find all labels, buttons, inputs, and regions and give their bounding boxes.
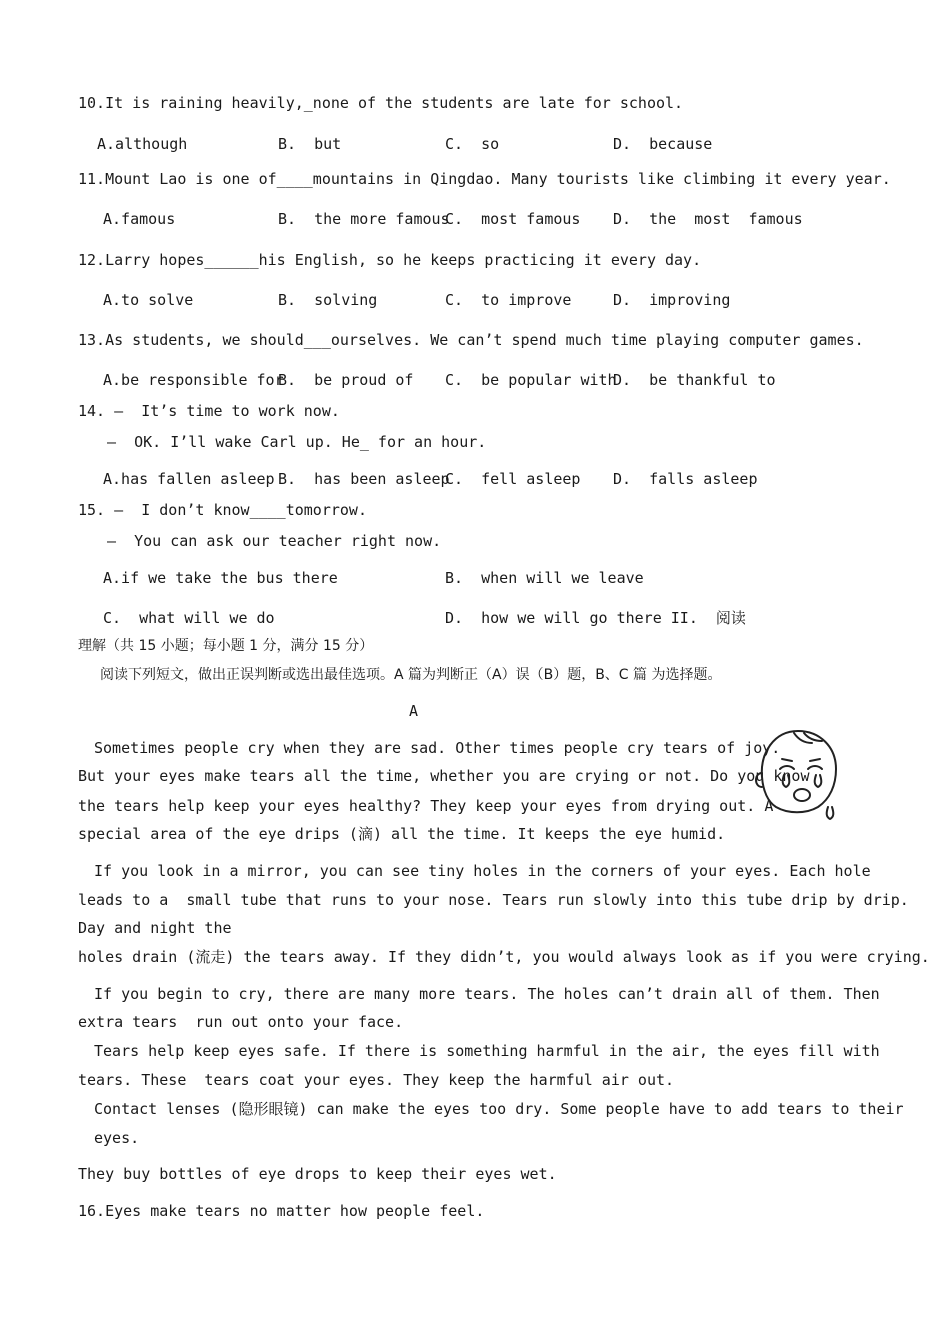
passage-line: tears. These tears coat your eyes. They keep the harmful air out. (78, 1071, 675, 1089)
question-15-option-b: B. when will we leave (445, 569, 644, 587)
question-15-option-a: A.if we take the bus there (103, 569, 338, 587)
question-12-option-a: A.to solve (103, 291, 194, 309)
question-10-option-a: A.although (97, 135, 188, 153)
passage-line: holes drain (流走) the tears away. If they didn’t, you would always look as if you were crying. (78, 948, 930, 966)
question-13-option-c: C. be popular with (445, 371, 617, 389)
question-16-stem: 16.Eyes make tears no matter how people feel. (78, 1202, 485, 1220)
question-11-stem: 11.Mount Lao is one of____mountains in Qingdao. Many tourists like climbing it every year. (78, 170, 891, 188)
section-heading: 理解（共 15 小题；每小题 1 分，满分 15 分） (78, 638, 374, 654)
section-instruction: 阅读下列短文，做出正误判断或选出最佳选项。A 篇为判断正（A）误（B）题，B、C 篇 为选择题。 (100, 667, 722, 683)
passage-line: They buy bottles of eye drops to keep their eyes wet. (78, 1165, 557, 1183)
question-14-line-1: 14. — It’s time to work now. (78, 402, 340, 420)
passage-line: But your eyes make tears all the time, whether you are crying or not. Do you know (78, 767, 810, 785)
question-14-line-2: — OK. I’ll wake Carl up. He_ for an hour. (107, 433, 487, 451)
passage-line: Contact lenses (隐形眼镜) can make the eyes too dry. Some people have to add tears to their (94, 1100, 904, 1118)
question-14-option-c: C. fell asleep (445, 470, 581, 488)
question-14-option-d: D. falls asleep (613, 470, 758, 488)
question-15-line-1: 15. — I don’t know____tomorrow. (78, 501, 367, 519)
passage-line: eyes. (94, 1129, 140, 1147)
passage-line: extra tears run out onto your face. (78, 1013, 404, 1031)
question-10-stem: 10.It is raining heavily,_none of the students are late for school. (78, 94, 684, 112)
question-13-option-d: D. be thankful to (613, 371, 776, 389)
passage-line: leads to a small tube that runs to your nose. Tears run slowly into this tube drip by drip. (78, 891, 909, 909)
question-15-line-2: — You can ask our teacher right now. (107, 532, 442, 550)
question-12-option-c: C. to improve (445, 291, 572, 309)
question-10-option-b: B. but (278, 135, 342, 153)
question-15-option-c: C. what will we do (103, 609, 275, 627)
passage-line: Day and night the (78, 919, 232, 937)
question-12-option-d: D. improving (613, 291, 731, 309)
crying-face-icon (752, 725, 844, 825)
question-13-option-b: B. be proud of (278, 371, 414, 389)
passage-line: the tears help keep your eyes healthy? They keep your eyes from drying out. A (78, 797, 774, 815)
question-12-stem: 12.Larry hopes______his English, so he keeps practicing it every day. (78, 251, 702, 269)
question-14-option-b: B. has been asleep (278, 470, 450, 488)
passage-line: Sometimes people cry when they are sad. Other times people cry tears of joy. (94, 739, 781, 757)
question-12-option-b: B. solving (278, 291, 378, 309)
passage-line: Tears help keep eyes safe. If there is something harmful in the air, the eyes fill with (94, 1042, 880, 1060)
question-14-option-a: A.has fallen asleep (103, 470, 275, 488)
question-13-option-a: A.be responsible for (103, 371, 284, 389)
passage-line: special area of the eye drips (滴) all the time. It keeps the eye humid. (78, 825, 726, 843)
question-10-option-c: C. so (445, 135, 500, 153)
question-11-option-c: C. most famous (445, 210, 581, 228)
question-11-option-d: D. the most famous (613, 210, 803, 228)
passage-label: A (409, 702, 419, 720)
question-10-option-d: D. because (613, 135, 713, 153)
question-13-stem: 13.As students, we should___ourselves. We can’t spend much time playing computer games. (78, 331, 864, 349)
question-11-option-b: B. the more famous (278, 210, 450, 228)
question-11-option-a: A.famous (103, 210, 176, 228)
passage-line: If you begin to cry, there are many more tears. The holes can’t drain all of them. Then (94, 985, 880, 1003)
question-15-option-d: D. how we will go there II. 阅读 (445, 609, 746, 627)
passage-line: If you look in a mirror, you can see tiny holes in the corners of your eyes. Each hole (94, 862, 871, 880)
